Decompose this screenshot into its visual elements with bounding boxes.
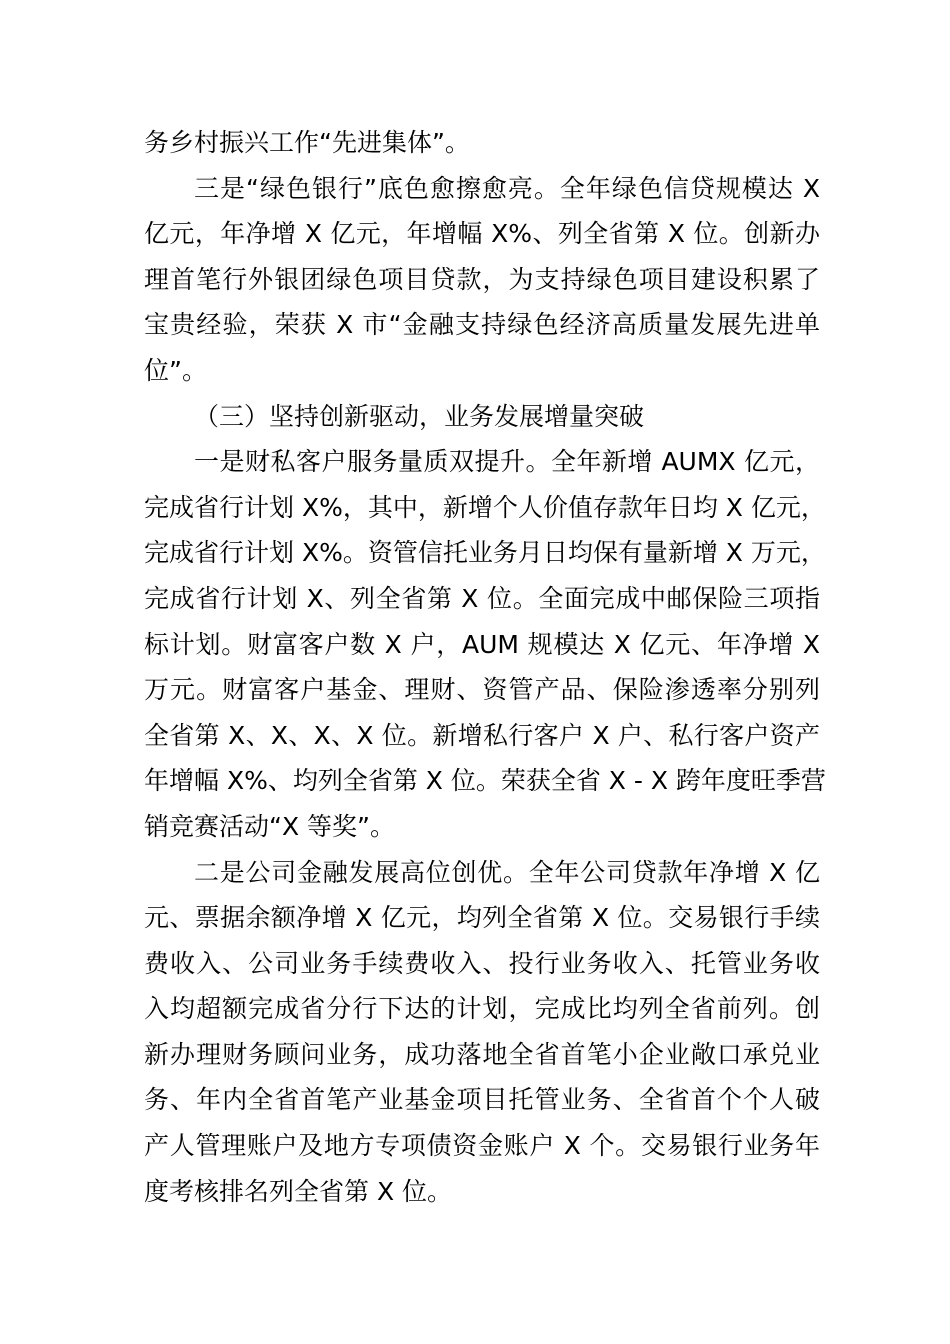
- text-line: 理首笔行外银团绿色项目贷款，为支持绿色项目建设积累了: [144, 264, 820, 294]
- paragraph-wealth-clients: 一是财私客户服务量质双提升。全年新增 AUMX 亿元，: [194, 447, 820, 477]
- text-line: 度考核排名列全省第 X 位。: [144, 1176, 453, 1206]
- paragraph-corporate-finance: 二是公司金融发展高位创优。全年公司贷款年净增 X 亿: [194, 857, 820, 887]
- text-line: 位”。: [144, 355, 207, 385]
- section-heading: （三）坚持创新驱动，业务发展增量突破: [194, 401, 645, 431]
- text-line: 务乡村振兴工作“先进集体”。: [144, 128, 470, 157]
- body-text: [144, 120, 826, 1214]
- text-line: 新办理财务顾问业务，成功落地全省首笔小企业敞口承兑业: [144, 1039, 820, 1069]
- text-line: 年增幅 X%、均列全省第 X 位。荣获全省 X - X 跨年度旺季营: [144, 766, 826, 796]
- text-line: 宝贵经验，荣获 X 市“金融支持绿色经济高质量发展先进单: [144, 310, 820, 340]
- text-line: 标计划。财富客户数 X 户，AUM 规模达 X 亿元、年净增 X: [144, 629, 820, 659]
- text-line: 元、票据余额净增 X 亿元，均列全省第 X 位。交易银行手续: [144, 903, 820, 933]
- paragraph-green-bank: 三是“绿色银行”底色愈擦愈亮。全年绿色信贷规模达 X: [194, 173, 820, 203]
- text-line: 产人管理账户及地方专项债资金账户 X 个。交易银行业务年: [144, 1131, 820, 1161]
- text-line: 万元。财富客户基金、理财、资管产品、保险渗透率分别列: [144, 675, 820, 705]
- text-line: 入均超额完成省分行下达的计划，完成比均列全省前列。创: [144, 994, 820, 1024]
- text-line: 完成省行计划 X、列全省第 X 位。全面完成中邮保险三项指: [144, 583, 820, 613]
- text-line: 务、年内全省首笔产业基金项目托管业务、全省首个个人破: [144, 1085, 820, 1115]
- text-line: 费收入、公司业务手续费收入、投行业务收入、托管业务收: [144, 948, 820, 978]
- text-line: 亿元，年净增 X 亿元，年增幅 X%、列全省第 X 位。创新办: [144, 219, 820, 249]
- text-line: 全省第 X、X、X、X 位。新增私行客户 X 户、私行客户资产: [144, 720, 820, 750]
- text-line: 销竞赛活动“X 等奖”。: [144, 811, 395, 841]
- text-line: 完成省行计划 X%，其中，新增个人价值存款年日均 X 亿元，: [144, 492, 826, 522]
- text-line: 完成省行计划 X%。资管信托业务月日均保有量新增 X 万元，: [144, 538, 826, 568]
